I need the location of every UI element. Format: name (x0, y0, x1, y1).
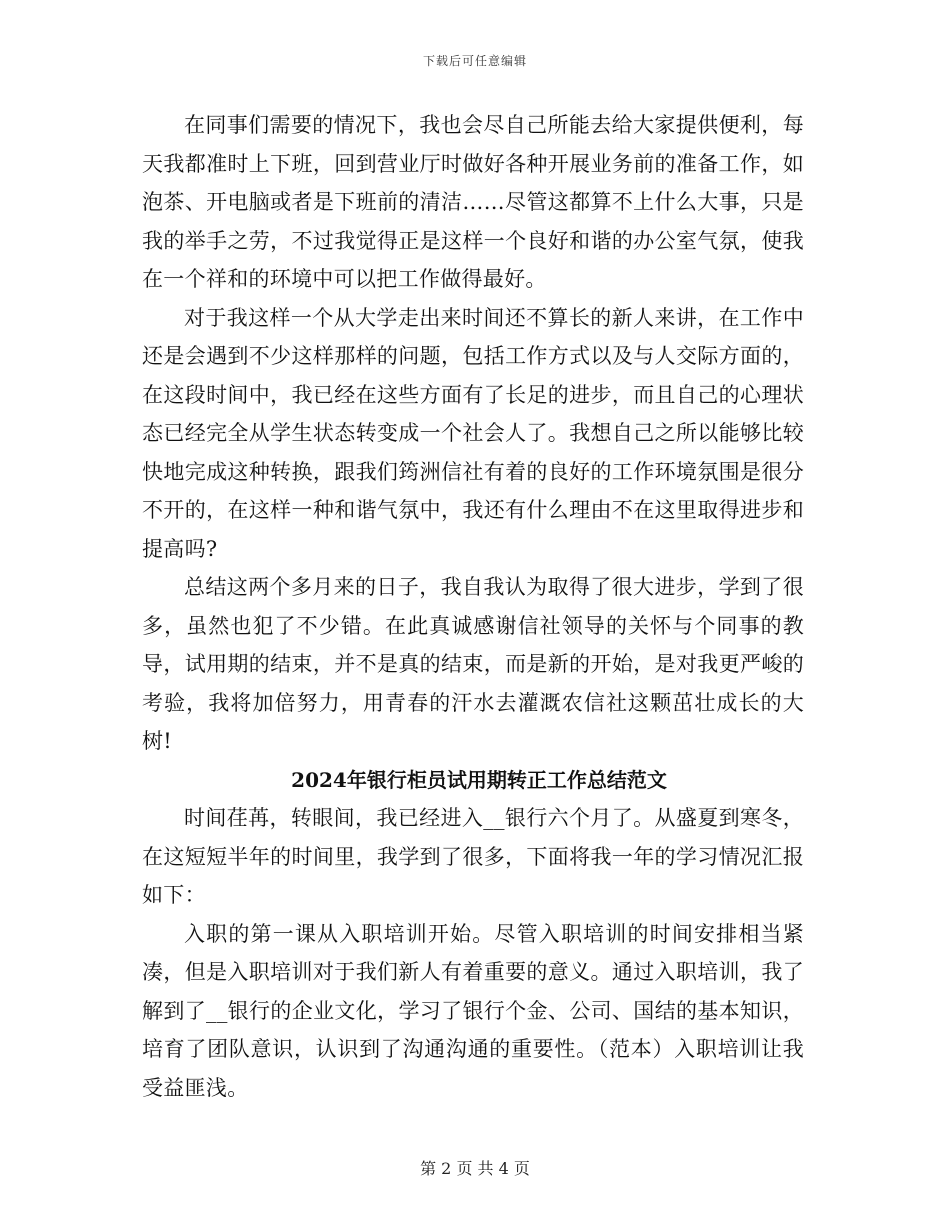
document-body (142, 106, 804, 1107)
section-title: 2024年银行柜员试用期转正工作总结范文 (291, 767, 667, 792)
body-paragraph-2: 对于我这样一个从大学走出来时间还不算长的新人来讲，在工作中还是会遇到不少这样那样的问题，包括工作方式以及与人交际方面的，在这段时间中，我已经在这些方面有了长足的进步，而且自己的心理状态已经完全从学生状态转变成一个社会人了。我想自己之所以能够比较快地完成这种转换，跟我们筠洲信社有着的良好的工作环境氛围是很分不开的，在这样一种和谐气氛中，我还有什么理由不在这里取得进步和提高吗? (142, 305, 804, 561)
body-paragraph-3: 总结这两个多月来的日子，我自我认为取得了很大进步，学到了很多，虽然也犯了不少错。在此真诚感谢信社领导的关怀与个同事的教导，试用期的结束，并不是真的结束，而是新的开始，是对我更严峻的考验，我将加倍努力，用青春的汗水去灌溉农信社这颗茁壮成长的大树! (142, 575, 804, 753)
body-paragraph-1: 在同事们需要的情况下，我也会尽自己所能去给大家提供便利，每天我都准时上下班，回到营业厅时做好各种开展业务前的准备工作，如泡茶、开电脑或者是下班前的清洁……尽管这都算不上什么大事，只是我的举手之劳，不过我觉得正是这样一个良好和谐的办公室气氛，使我在一个祥和的环境中可以把工作做得最好。 (142, 113, 804, 291)
section-paragraph-1: 时间荏苒，转眼间，我已经进入__银行六个月了。从盛夏到寒冬，在这短短半年的时间里，我学到了很多，下面将我一年的学习情况汇报如下： (142, 806, 804, 907)
section-paragraph-2: 入职的第一课从入职培训开始。尽管入职培训的时间安排相当紧凑，但是入职培训对于我们新人有着重要的意义。通过入职培训，我了解到了__银行的企业文化，学习了银行个金、公司、国结的基本知识，培育了团队意识，认识到了沟通沟通的重要性。（范本）入职培训让我受益匪浅。 (142, 921, 804, 1100)
page-header: 下载后可任意编辑 (422, 54, 527, 68)
page-footer: 第 2 页 共 4 页 (420, 1159, 530, 1178)
